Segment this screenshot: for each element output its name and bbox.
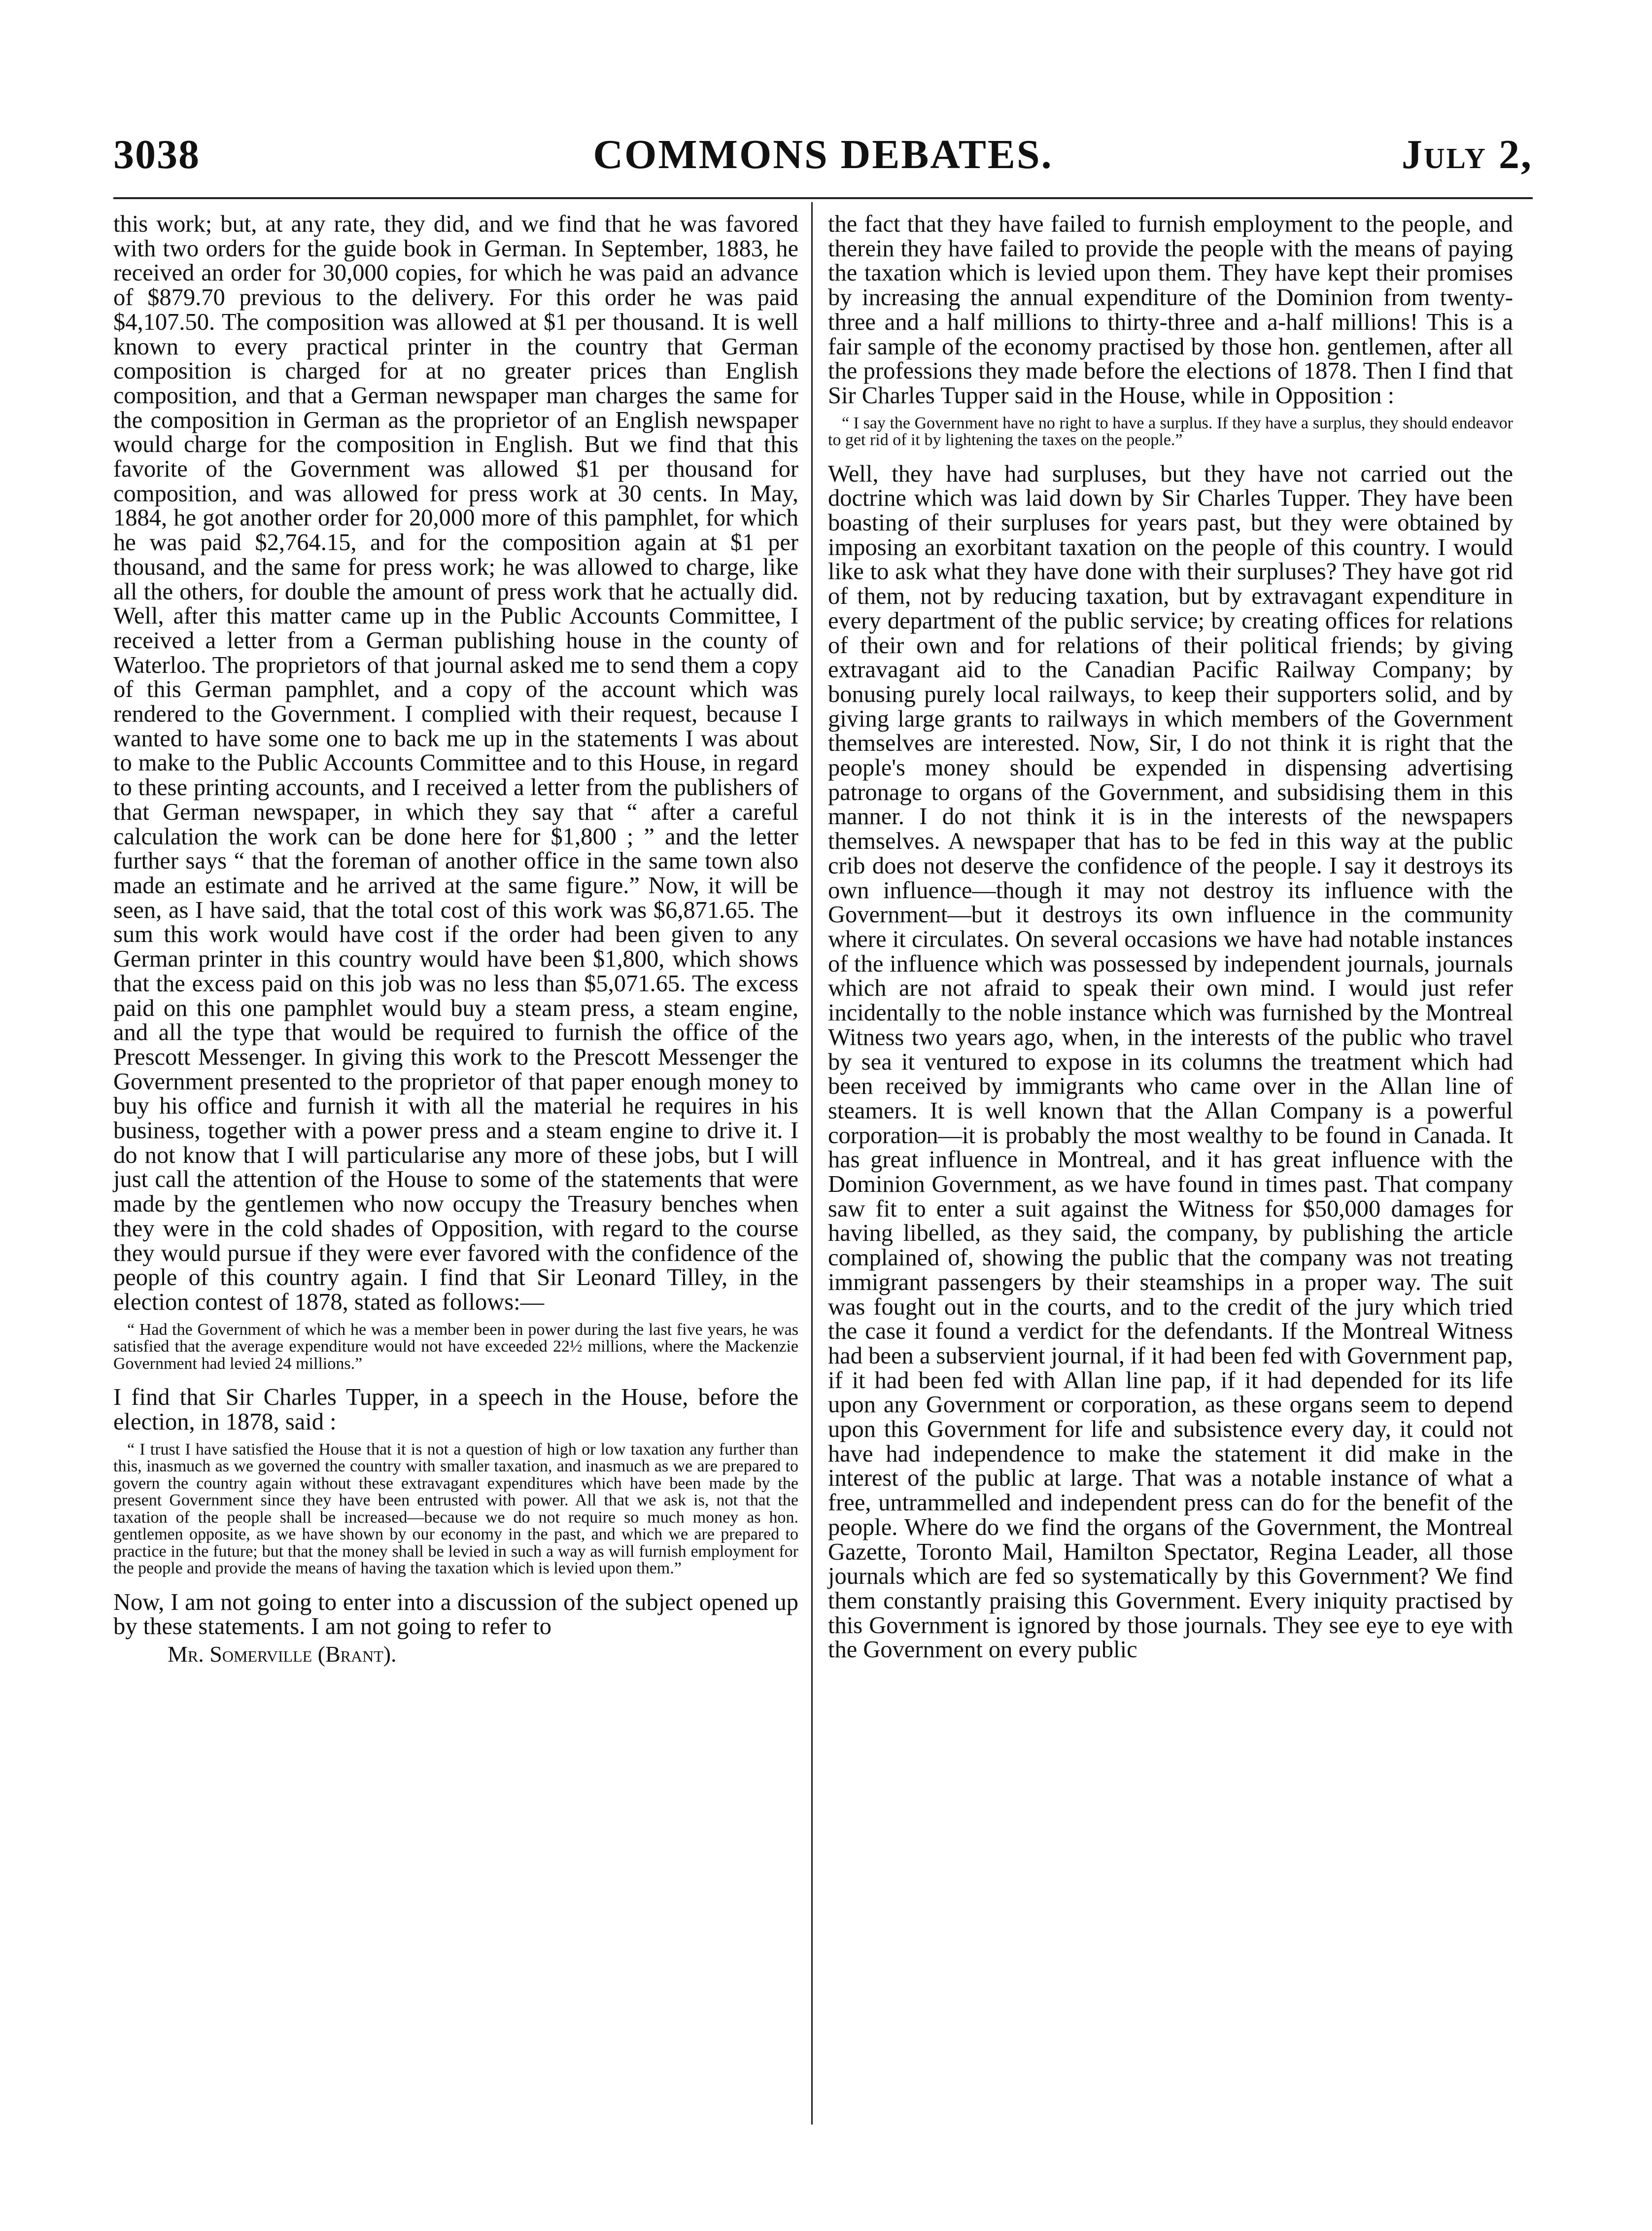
right-paragraph-1: the fact that they have failed to furnish employment to the people, and therein they have failed to provide the people with the means of paying the taxation which is levied upon them. They have kept their promises by increasing the annual expenditure of the Dominion from twenty-three and a half millions to thirty-three and a-half millions! This is a fair sample of the economy practised by those hon. gentlemen, after all the professions they made before the elections of 1878. Then I find that Sir Charles Tupper said in the House, while in Opposition : xyxy=(828,211,1513,409)
speaker-attribution: Mr. Somerville (Brant). xyxy=(168,1641,397,1667)
left-paragraph-2: I find that Sir Charles Tupper, in a speech in the House, before the election, in 1878, said : xyxy=(113,1384,798,1435)
left-paragraph-1: this work; but, at any rate, they did, and we find that he was favored with two orders for the guide book in German. In September, 1883, he received an order for 30,000 copies, for which he was paid an advance of $879.70 previous to the delivery. For this order he was paid $4,107.50. The composition was allowed at $1 per thousand. It is well known to every practical printer in the country that German composition is charged for at no greater prices than English composition, and that a German newspaper man charges the same for the composition in German as the proprietor of an English newspaper would charge for the composition in English. But we find that this favorite of the Government was allowed $1 per thousand for composition, and was allowed for press work at 30 cents. In May, 1884, he got another order for 20,000 more of this pamphlet, for which he was paid $2,764.15, and for the composition again at $1 per thousand, and the same for press work; he was allowed to charge, like all the others, for double the amount of press work that he actually did. Well, after this matter came up in the Public Accounts Committee, I received a letter from a German publishing house in the county of Waterloo. The proprietors of that journal asked me to send them a copy of this German pamphlet, and a copy of the account which was rendered to the Government. I complied with their request, because I wanted to have some one to back me up in the statements I was about to make to the Public Accounts Committee and to this House, in regard to these printing accounts, and I received a letter from the publishers of that German newspaper, in which they say that “ after a careful calculation the work can be done here for $1,800 ; ” and the letter further says “ that the foreman of another office in the same town also made an estimate and he arrived at the same figure.” Now, it will be seen, as I have said, that the total cost of this work was $6,871.65. The sum this work would have cost if the order had been given to any German printer in this country would have been $1,800, which shows that the excess paid on this job was no less than $5,071.65. The excess paid on this one pamphlet would buy a steam press, a steam engine, and all the type that would be required to furnish the office of the Prescott Messenger. In giving this work to the Prescott Messenger the Government presented to the proprietor of that paper enough money to buy his office and furnish it with all the material he requires in his business, together with a power press and a steam engine to drive it. I do not know that I will particularise any more of these jobs, but I will just call the attention of the House to some of the statements that were made by the gentlemen who now occupy the Treasury benches when they were in the cold shades of Opposition, with regard to the course they would pursue if they were ever favored with the confidence of the people of this country again. I find that Sir Leonard Tilley, in the election contest of 1878, stated as follows:— xyxy=(113,211,798,1315)
left-column xyxy=(113,212,798,1667)
page-number: 3038 xyxy=(113,132,200,177)
left-quote-2: “ I trust I have satisfied the House that it is not a question of high or low taxation any further than this, inasmuch as we governed the country with smaller taxation, and inasmuch as we are prepared to govern the country again without these extravagant expenditures which have been made by the present Government since they have been entrusted with power. All that we ask is, not that the taxation of the people shall be increased—because we do not require so much money as hon. gentlemen opposite, as we have shown by our economy in the past, and which we are prepared to practice in the future; but that the money shall be levied in such a way as will furnish employment for the people and provide the means of having the taxation which is levied upon them.” xyxy=(113,1440,798,1578)
left-quote-1: “ Had the Government of which he was a member been in power during the last five years, he was satisfied that the average expenditure would not have exceeded 22½ millions, where the Mackenzie Government had levied 24 millions.” xyxy=(113,1320,798,1373)
column-divider xyxy=(811,202,813,2125)
journal-title: COMMONS DEBATES. xyxy=(593,132,1053,177)
header-rule xyxy=(113,197,1533,199)
left-paragraph-3: Now, I am not going to enter into a discussion of the subject opened up by these statements. I am not going to refer to xyxy=(113,1589,798,1640)
right-quote-1: “ I say the Government have no right to have a surplus. If they have a surplus, they should endeavor to get rid of it by lightening the taxes on the people.” xyxy=(828,414,1513,450)
header-date: July 2, xyxy=(1401,132,1533,177)
right-column xyxy=(828,212,1513,1662)
right-paragraph-2: Well, they have had surpluses, but they have not carried out the doctrine which was laid down by Sir Charles Tupper. They have been boasting of their surpluses for years past, but they were obtained by imposing an exorbitant taxation on the people of this country. I would like to ask what they have done with their surpluses? They have got rid of them, not by reducing taxation, but by extravagant expenditure in every department of the public service; by creating offices for relations of their own and for relations of their political friends; by giving extravagant aid to the Canadian Pacific Railway Company; by bonusing purely local railways, to keep their supporters solid, and by giving large grants to railways in which members of the Government themselves are interested. Now, Sir, I do not think it is right that the people's money should be expended in dispensing advertising patronage to organs of the Government, and subsidising them in this manner. I do not think it is in the interests of the newspapers themselves. A newspaper that has to be fed in this way at the public crib does not deserve the confidence of the people. I say it destroys its own influence—though it may not destroy its influence with the Government—but it destroys its own influence in the community where it circulates. On several occasions we have had notable instances of the influence which was possessed by independent journals, journals which are not afraid to speak their own mind. I would just refer incidentally to the noble instance which was furnished by the Montreal Witness two years ago, when, in the interests of the public who travel by sea it ventured to expose in its columns the treatment which had been received by immigrants who came over in the Allan line of steamers. It is well known that the Allan Company is a powerful corporation—it is probably the most wealthy to be found in Canada. It has great influence in Montreal, and it has great influence with the Dominion Government, as we have found in times past. That company saw fit to enter a suit against the Witness for $50,000 damages for having libelled, as they said, the company, by publishing the article complained of, showing the public that the company was not treating immigrant passengers by their steamships in a proper way. The suit was fought out in the courts, and to the credit of the jury which tried the case it found a verdict for the defendants. If the Montreal Witness had been a subservient journal, if it had been fed with Government pap, if it had been fed with Allan line pap, if it had depended for its life upon any Government or corporation, as these organs seem to depend upon this Government for life and subsistence every day, it could not have had independence to make the statement it did make in the interest of the public at large. That was a notable instance of what a free, untrammelled and independent press can do for the benefit of the people. Where do we find the organs of the Government, the Montreal Gazette, Toronto Mail, Hamilton Spectator, Regina Leader, all those journals which are fed so systematically by this Government? We find them constantly praising this Government. Every iniquity practised by this Government is ignored by those journals. They see eye to eye with the Government on every public xyxy=(828,460,1513,1663)
page-header xyxy=(113,131,1533,195)
